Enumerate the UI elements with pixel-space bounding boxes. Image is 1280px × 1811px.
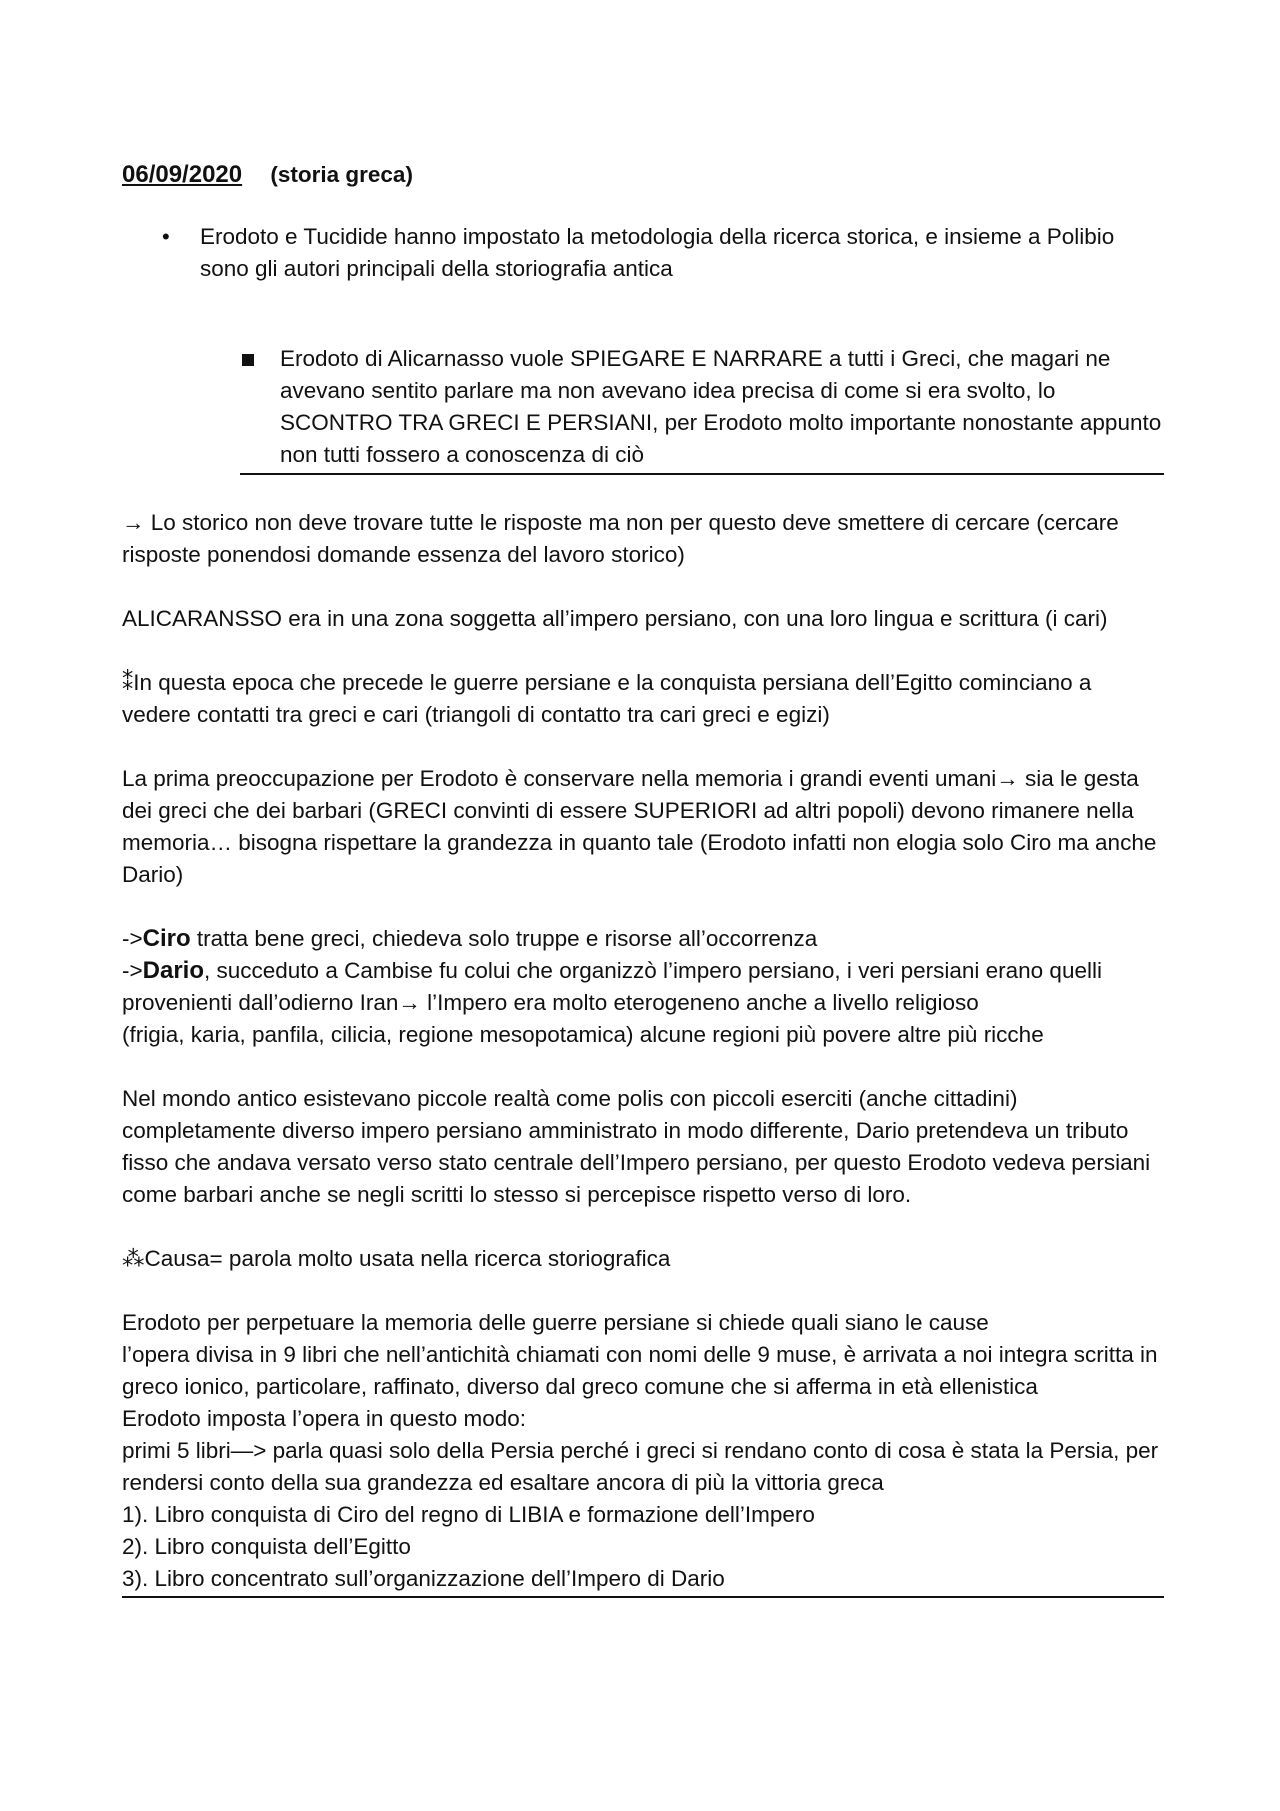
- paragraph-mondo: Nel mondo antico esistevano piccole realtà come polis con piccoli eserciti (anche cittadini) completamente diverso impero persiano amministrato in modo differente, Dario pretendeva un tributo fisso che andava versato verso stato centrale dell’Impero persiano, per questo Erodoto vedeva persiani come barbari anche se negli scritti lo stesso si percepisce rispetto verso di loro.: [122, 1086, 1151, 1207]
- date-heading: 06/09/2020: [122, 161, 243, 188]
- ciro-line: [122, 923, 1164, 955]
- paragraph-storico: → Lo storico non deve trovare tutte le risposte ma non per questo deve smettere di cercare (cercare risposte ponendosi domande essenza del lavoro storico): [122, 510, 1119, 567]
- final-line: Erodoto imposta l’opera in questo modo:: [122, 1406, 526, 1431]
- paragraph-preoccupazione: La prima preoccupazione per Erodoto è conservare nella memoria i grandi eventi umani→ sia le gesta dei greci che dei barbari (GRECI convinti di essere SUPERIORI ad altri popoli) devono rimanere nella memoria… bisogna rispettare la grandezza in quanto tale (Erodoto infatti non elogia solo Ciro ma anche Dario): [122, 766, 1157, 887]
- title-row: [122, 159, 1164, 191]
- bullet-text: Erodoto di Alicarnasso vuole SPIEGARE E NARRARE a tutti i Greci, che magari ne avevano sentito parlare ma non avevano idea precisa di come si era svolto, lo SCONTRO TRA GRECI E PERSIANI, per Erodoto molto importante nonostante appunto non tutti fossero a conoscenza di ciò: [280, 346, 1162, 467]
- final-line: primi 5 libri—> parla quasi solo della Persia perché i greci si rendano conto di cosa è stata la Persia, per rendersi conto della sua grandezza ed esaltare ancora di più la vittoria greca: [122, 1438, 1159, 1495]
- dario-name: Dario: [142, 957, 204, 984]
- document-body: [122, 159, 1164, 1598]
- bullet-item-level1: [162, 221, 1164, 285]
- bullet-item-level2: [242, 343, 1164, 471]
- paragraph-causa: ⁂Causa= parola molto usata nella ricerca storiografica: [122, 1246, 671, 1271]
- ciro-text: tratta bene greci, chiedeva solo truppe e risorse all’occorrenza: [190, 926, 818, 951]
- bullet-dot-icon: •: [162, 224, 170, 249]
- topic-heading: (storia greca): [270, 162, 413, 187]
- paragraph-alicaransso: ALICARANSSO era in una zona soggetta all’impero persiano, con una loro lingua e scrittura (i cari): [122, 606, 1108, 631]
- final-line: l’opera divisa in 9 libri che nell’antichità chiamati con nomi delle 9 muse, è arrivata a noi integra scritta in greco ionico, particolare, raffinato, diverso dal greco comune che si afferma in età ellenistica: [122, 1342, 1158, 1399]
- arrow-prefix: ->: [122, 958, 143, 983]
- final-line: 2). Libro conquista dell’Egitto: [122, 1534, 411, 1559]
- final-section: [122, 1307, 1164, 1598]
- square-bullet-icon: [242, 343, 280, 471]
- dario-block: [122, 955, 1164, 1051]
- bullet-text: Erodoto e Tucidide hanno impostato la metodologia della ricerca storica, e insieme a Polibio sono gli autori principali della storiografia antica: [200, 224, 1115, 281]
- dario-text: , succeduto a Cambise fu colui che organizzò l’impero persiano, i veri persiani erano quelli provenienti dall’odierno Iran→ l’Impero era molto eterogeneno anche a livello religioso: [122, 958, 1102, 1015]
- bullet-block-level2: [122, 343, 1164, 475]
- final-line: 3). Libro concentrato sull’organizzazione dell’Impero di Dario: [122, 1563, 1164, 1598]
- final-line: 1). Libro conquista di Ciro del regno di LIBIA e formazione dell’Impero: [122, 1502, 815, 1527]
- final-line: Erodoto per perpetuare la memoria delle guerre persiane si chiede quali siano le cause: [122, 1310, 989, 1335]
- dario-text-regions: (frigia, karia, panfila, cilicia, regione mesopotamica) alcune regioni più povere altre più ricche: [122, 1022, 1044, 1047]
- paragraph-epoca: ⁑In questa epoca che precede le guerre persiane e la conquista persiana dell’Egitto cominciano a vedere contatti tra greci e cari (triangoli di contatto tra cari greci e egizi): [122, 670, 1092, 727]
- ciro-name: Ciro: [142, 925, 191, 952]
- arrow-prefix: ->: [122, 926, 143, 951]
